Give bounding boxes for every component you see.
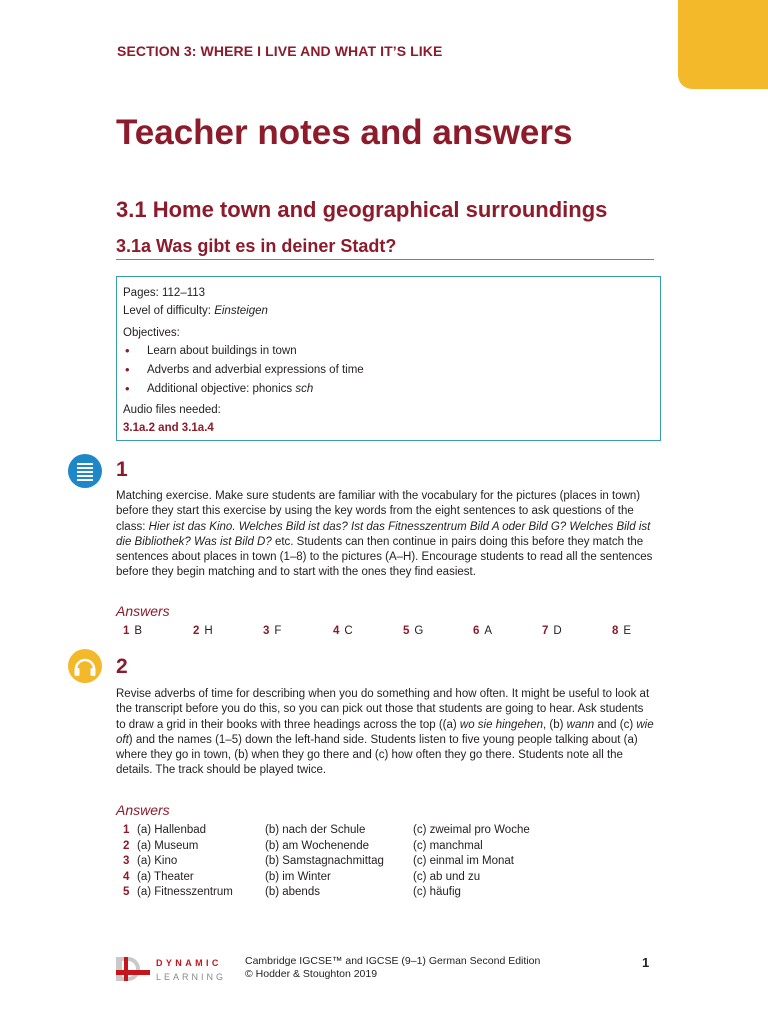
pages-info: Pages: 112–113 <box>123 287 206 299</box>
audio-label: Audio files needed: <box>123 404 221 416</box>
answer-item: 8 E <box>612 625 632 637</box>
answer-item: 1 B <box>123 625 143 637</box>
logo-text-top: DYNAMIC <box>156 958 222 968</box>
answer-item: 6 A <box>473 625 493 637</box>
exercise-1-number: 1 <box>116 458 128 481</box>
page-number: 1 <box>642 955 650 970</box>
exercise-1-answers-label: Answers <box>116 603 170 619</box>
footer-line-2: © Hodder & Stoughton 2019 <box>245 968 378 980</box>
exercise-1-text: Matching exercise. Make sure students are familiar with the vocabulary for the pictures (places in town) before they start this exercise by using the key words from the eight sentences to ask questions of the class: Hier ist das Kino. Welches Bild ist das? Ist das Fitnesszentrum Bild A oder Bild G? Welches Bild ist die Bibliothek? Was ist Bild D? etc. Students can then continue in pairs doing this before they match the sentences about places in town (1–8) to the pictures (A–H). Encourage students to read all the sentences before they begin matching and to start with the ones they find easiest. <box>116 490 653 579</box>
footer-line-1: Cambridge IGCSE™ and IGCSE (9–1) German Second Edition <box>245 955 541 967</box>
logo-text-bottom: LEARNING <box>156 972 227 982</box>
objectives-label: Objectives: <box>123 327 180 339</box>
headphones-icon <box>68 649 102 683</box>
reading-icon <box>68 454 102 488</box>
audio-files: 3.1a.2 and 3.1a.4 <box>123 422 214 434</box>
corner-tab <box>678 0 768 89</box>
answer-item: 5 G <box>403 625 424 637</box>
answer-item: 2 H <box>193 625 213 637</box>
dynamic-learning-logo <box>114 955 234 985</box>
difficulty-value: Einsteigen <box>214 305 268 317</box>
exercise-2-number: 2 <box>116 655 128 678</box>
info-box <box>116 276 661 441</box>
objective-item: • Adverbs and adverbial expressions of time <box>123 363 660 382</box>
exercise-2-text: Revise adverbs of time for describing when you do something and how often. It might be useful to look at the transcript before you do this, so you can pick out those that students are going to hear. Ask students to draw a grid in their books with three headings across the top ((a) wo sie hingehen, (b) wann and (c) wie oft) and the names (1–5) down the left-hand side. Students listen to five young people talking about (a) where they go in town, (b) when they go there and (c) how often they go there. Students note all the details. The track should be played twice. <box>116 688 654 777</box>
answer-item: 7 D <box>542 625 562 637</box>
objective-item: • Additional objective: phonics sch <box>123 382 660 401</box>
objectives-list <box>123 344 660 401</box>
objective-item: • Learn about buildings in town <box>123 344 660 363</box>
difficulty-info: Level of difficulty: Einsteigen <box>123 305 268 317</box>
exercise-2-answers-label: Answers <box>116 802 170 818</box>
section-header: SECTION 3: WHERE I LIVE AND WHAT IT’S LIKE <box>117 43 443 59</box>
answer-item: 3 F <box>263 625 282 637</box>
heading-rule <box>116 259 654 260</box>
answer-item: 4 C <box>333 625 353 637</box>
footer-credits <box>245 955 540 981</box>
page-title: Teacher notes and answers <box>116 113 573 152</box>
subtitle: 3.1 Home town and geographical surroundings <box>116 197 608 222</box>
lesson-heading: 3.1a Was gibt es in deiner Stadt? <box>116 236 397 256</box>
